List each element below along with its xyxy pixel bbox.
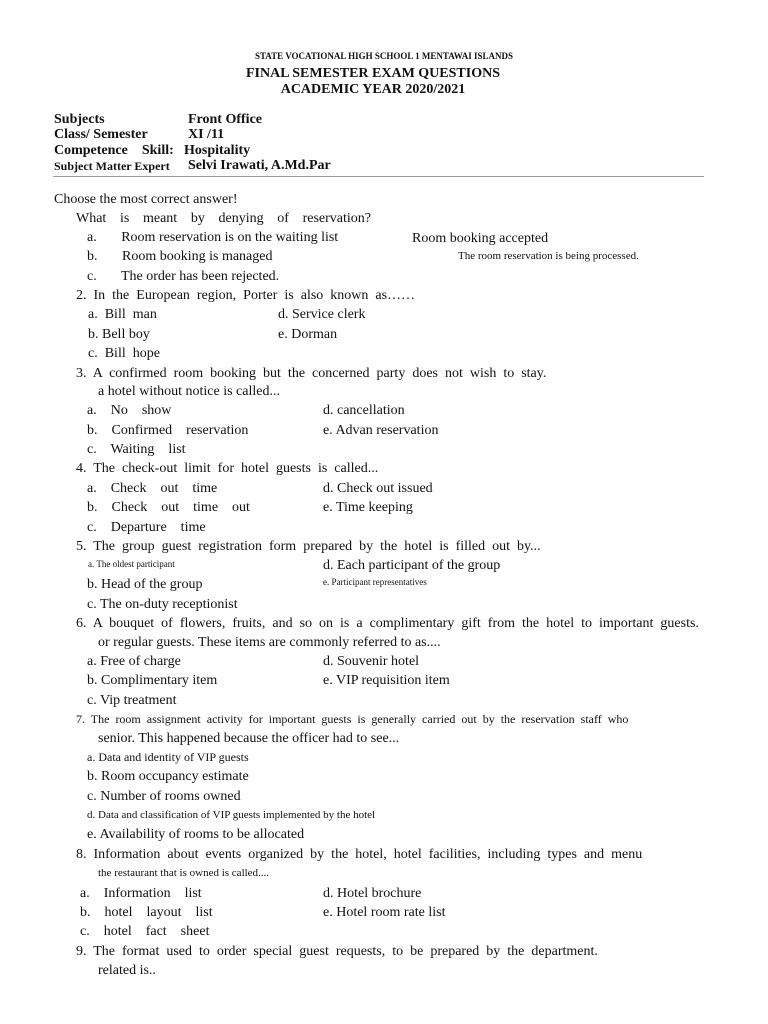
- q8-option-e: e. Hotel room rate list: [323, 905, 446, 920]
- q3-option-a: a. No show: [87, 403, 172, 418]
- question-6-cont: or regular guests. These items are commonly referred to as....: [98, 635, 441, 650]
- question-5: 5. The group guest registration form prepared by the hotel is filled out by...: [76, 539, 541, 554]
- q2-option-a: a. Bill man: [88, 307, 157, 322]
- divider: [53, 176, 704, 177]
- subjects-label: Subjects: [54, 112, 105, 127]
- q4-option-c: c. Departure time: [87, 520, 206, 535]
- question-8-cont: the restaurant that is owned is called....: [98, 867, 270, 879]
- subjects-value: Front Office: [188, 112, 262, 127]
- expert-value: Selvi Irawati, A.Md.Par: [188, 158, 331, 173]
- question-3-cont: a hotel without notice is called...: [98, 384, 280, 399]
- q8-option-c: c. hotel fact sheet: [80, 924, 210, 939]
- question-9: 9. The format used to order special guest requests, to be prepared by the department.: [76, 944, 598, 959]
- q1-option-c: c. The order has been rejected.: [87, 269, 280, 284]
- question-3: 3. A confirmed room booking but the concerned party does not wish to stay.: [76, 366, 547, 381]
- q2-option-e: e. Dorman: [278, 327, 338, 342]
- academic-year: ACADEMIC YEAR 2020/2021: [280, 82, 466, 97]
- competence-label: Competence Skill:: [54, 143, 174, 158]
- q5-option-d: d. Each participant of the group: [323, 558, 501, 573]
- question-7: 7. The room assignment activity for important guests is generally carried out by the reservation staff who: [76, 712, 629, 726]
- question-4: 4. The check-out limit for hotel guests is called...: [76, 461, 379, 476]
- q7-option-d: d. Data and classification of VIP guests implemented by the hotel: [87, 809, 376, 821]
- q3-option-b: b. Confirmed reservation: [87, 423, 249, 438]
- q2-option-b: b. Bell boy: [88, 327, 150, 342]
- q6-option-d: d. Souvenir hotel: [323, 654, 420, 669]
- q5-option-a: a. The oldest participant: [88, 559, 175, 569]
- exam-title: FINAL SEMESTER EXAM QUESTIONS: [245, 66, 500, 81]
- q3-option-c: c. Waiting list: [87, 442, 186, 457]
- q1-option-e: The room reservation is being processed.: [458, 250, 639, 262]
- q5-option-c: c. The on-duty receptionist: [87, 597, 238, 612]
- q5-option-b: b. Head of the group: [87, 577, 203, 592]
- question-7-cont: senior. This happened because the officer had to see...: [98, 731, 400, 746]
- q7-option-a: a. Data and identity of VIP guests: [87, 750, 249, 764]
- instruction: Choose the most correct answer!: [54, 192, 238, 207]
- q3-option-e: e. Advan reservation: [323, 423, 439, 438]
- q4-option-e: e. Time keeping: [323, 500, 413, 515]
- question-1: What is meant by denying of reservation?: [76, 211, 371, 226]
- q2-option-c: c. Bill hope: [88, 346, 160, 361]
- q8-option-a: a. Information list: [80, 886, 202, 901]
- q7-option-c: c. Number of rooms owned: [87, 789, 241, 804]
- q6-option-e: e. VIP requisition item: [323, 673, 450, 688]
- q4-option-b: b. Check out time out: [87, 500, 250, 515]
- q6-option-b: b. Complimentary item: [87, 673, 218, 688]
- q6-option-a: a. Free of charge: [87, 654, 181, 669]
- q4-option-a: a. Check out time: [87, 481, 218, 496]
- q4-option-d: d. Check out issued: [323, 481, 433, 496]
- school-name: STATE VOCATIONAL HIGH SCHOOL 1 MENTAWAI ISLANDS: [254, 51, 514, 61]
- question-2: 2. In the European region, Porter is also known as……: [76, 288, 416, 303]
- q7-option-e: e. Availability of rooms to be allocated: [87, 827, 305, 842]
- question-8: 8. Information about events organized by the hotel, hotel facilities, including types and menu: [76, 847, 643, 862]
- q1-option-a: a. Room reservation is on the waiting list: [87, 230, 339, 245]
- question-6: 6. A bouquet of flowers, fruits, and so on is a complimentary gift from the hotel to important guests.: [76, 616, 699, 631]
- class-value: XI /11: [188, 127, 225, 142]
- q3-option-d: d. cancellation: [323, 403, 405, 418]
- q2-option-d: d. Service clerk: [278, 307, 366, 322]
- q6-option-c: c. Vip treatment: [87, 693, 177, 708]
- q1-option-d: Room booking accepted: [412, 231, 549, 246]
- q5-option-e: e. Participant representatives: [323, 577, 427, 587]
- question-9-cont: related is..: [98, 963, 156, 978]
- q7-option-b: b. Room occupancy estimate: [87, 769, 249, 784]
- class-label: Class/ Semester: [54, 127, 148, 142]
- q8-option-b: b. hotel layout list: [80, 905, 213, 920]
- q8-option-d: d. Hotel brochure: [323, 886, 422, 901]
- competence-value: Hospitality: [184, 143, 251, 158]
- q1-option-b: b. Room booking is managed: [87, 249, 273, 264]
- expert-label: Subject Matter Expert: [54, 159, 170, 173]
